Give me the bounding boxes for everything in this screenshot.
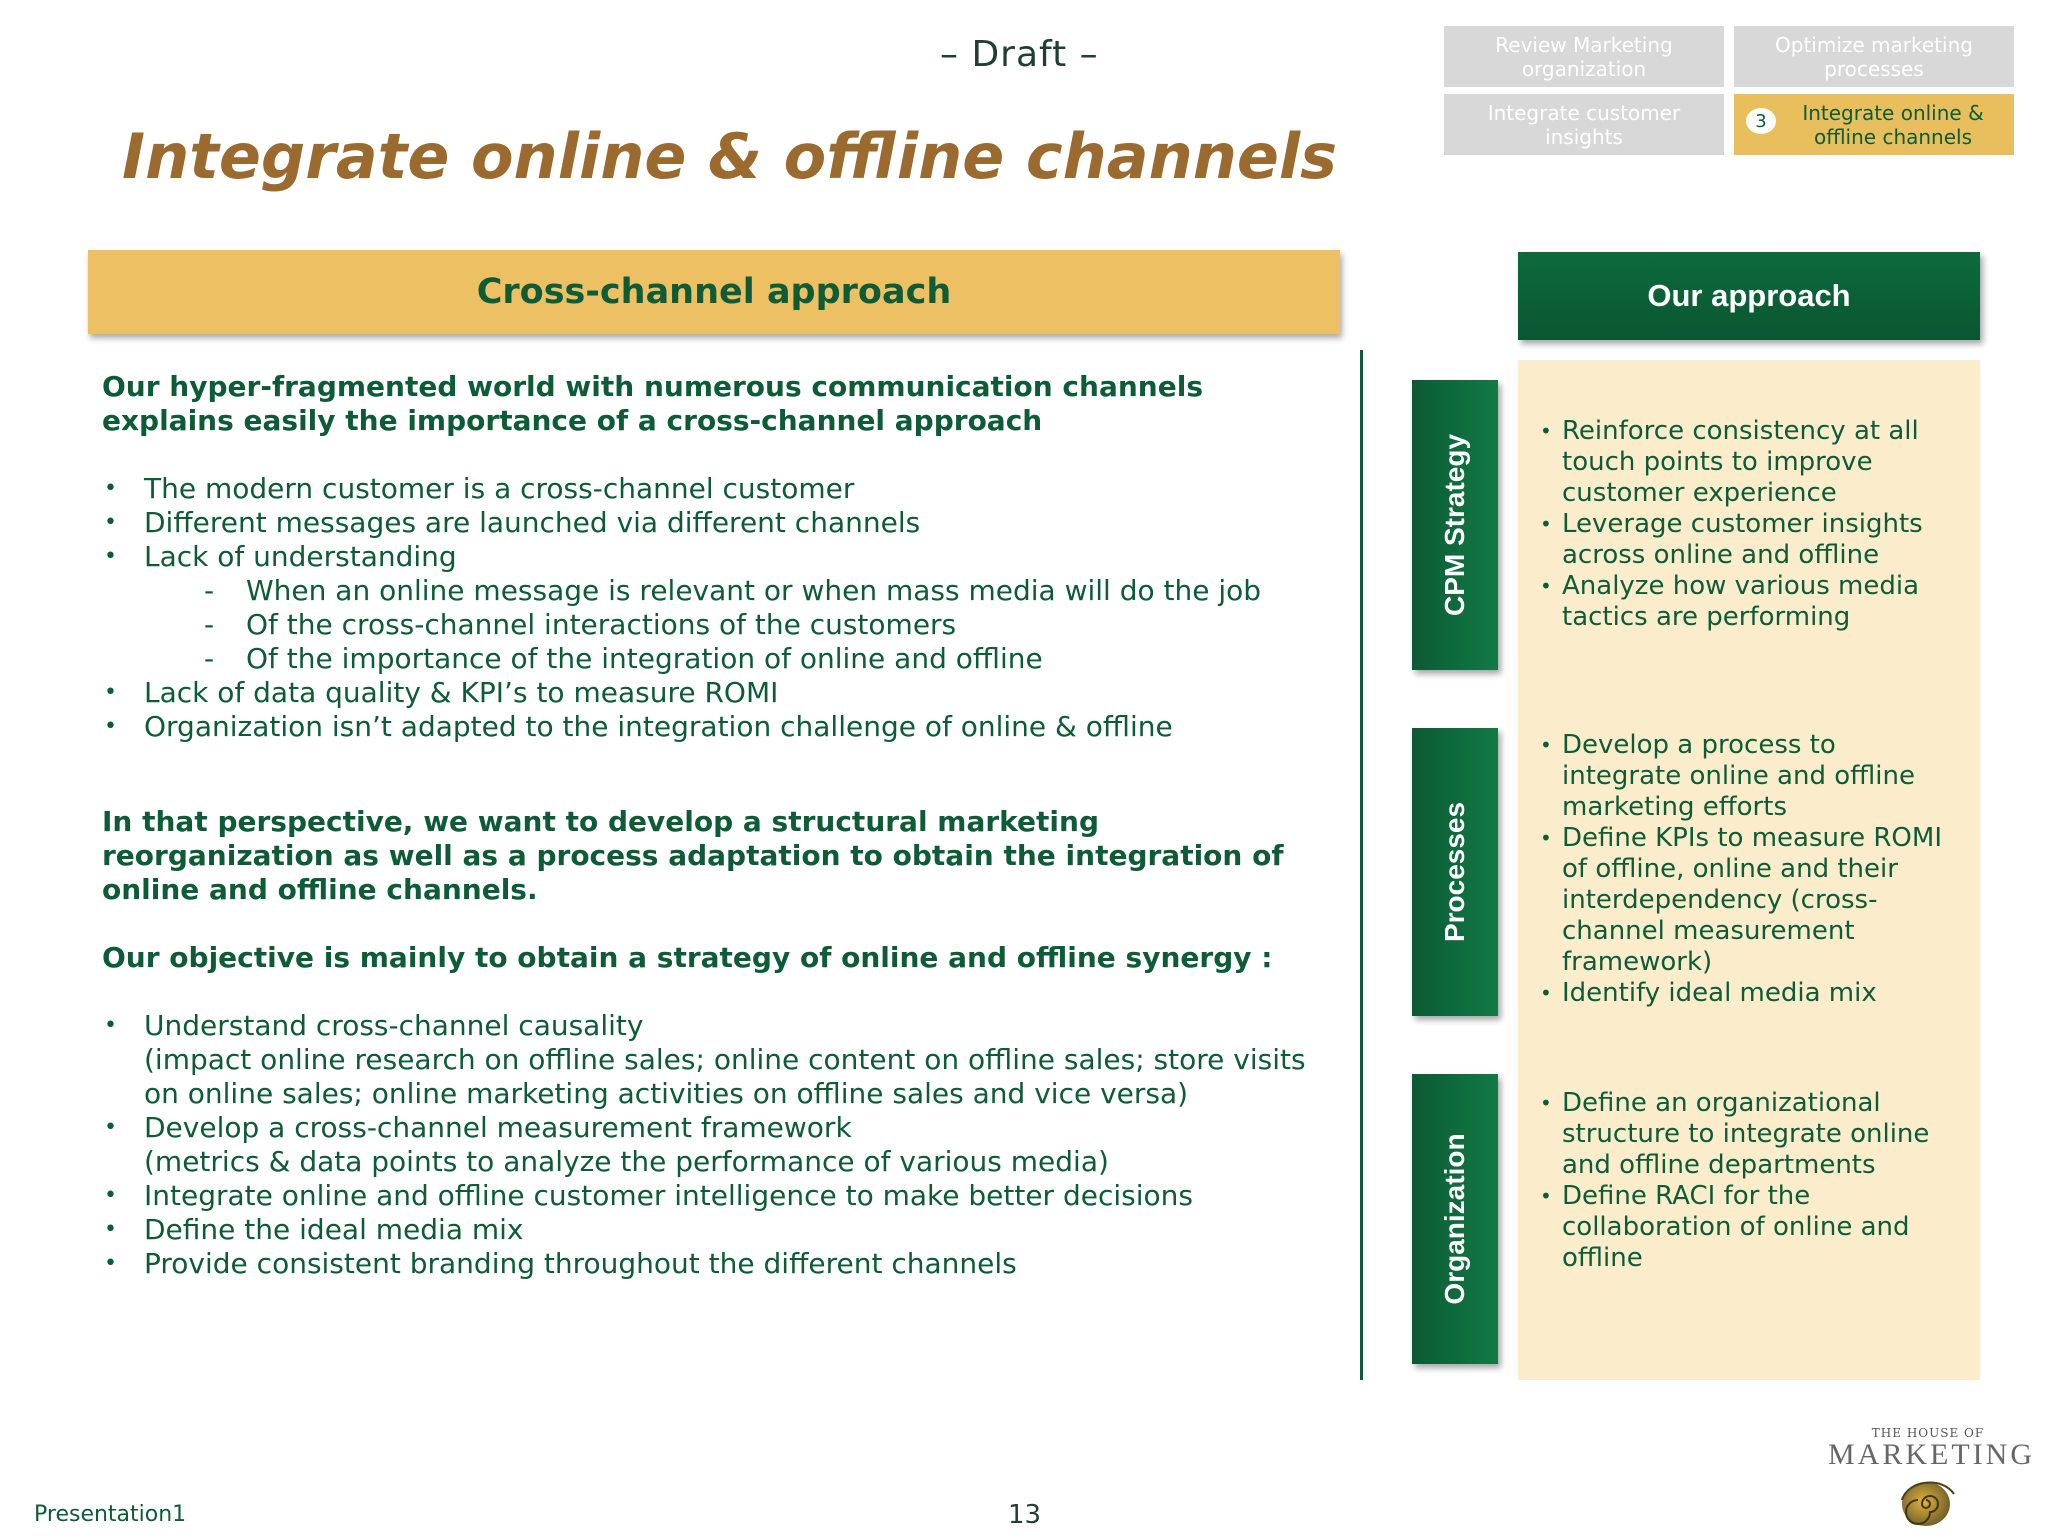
organization-approach-list [1536, 1088, 1956, 1274]
list-item: • Integrate online and offline customer intelligence to make better decisions [102, 1179, 1322, 1213]
logo-main-text: MARKETING [1828, 1438, 2035, 1471]
our-approach-label: Our approach [1647, 278, 1851, 313]
draft-label: – Draft – [940, 34, 1099, 75]
list-item: • The modern customer is a cross-channel customer [102, 472, 1322, 506]
processes-approach-list [1536, 730, 1956, 1009]
list-item: • Define KPIs to measure ROMI of offline, online and their interdependency (cross-channel measurement framework) [1536, 823, 1956, 978]
nav-label: Optimize marketing processes [1775, 32, 1973, 81]
list-item [102, 1111, 1322, 1179]
objective-main: Develop a cross-channel measurement framework [144, 1111, 852, 1144]
our-approach-header [1518, 252, 1980, 340]
tab-label: Organization [1439, 1133, 1470, 1305]
vertical-divider [1360, 350, 1363, 1380]
cross-channel-header-label: Cross-channel approach [476, 272, 952, 312]
list-item: • Different messages are launched via different channels [102, 506, 1322, 540]
list-item [102, 1009, 1322, 1111]
nav-integrate-online-offline[interactable] [1734, 94, 2014, 155]
page-number: 13 [1008, 1500, 1042, 1530]
objective-detail: (impact online research on offline sales; online content on offline sales; store visits on online sales; online marketing activities on offline sales and vice versa) [144, 1043, 1306, 1110]
tab-label: Processes [1439, 801, 1470, 943]
issues-list [102, 472, 1322, 574]
understanding-sub-list [102, 574, 1322, 676]
cross-channel-header [88, 250, 1340, 334]
intro-paragraph: Our hyper-fragmented world with numerous communication channels explains easily the importance of a cross-channel approach [102, 370, 1203, 437]
list-item: • Leverage customer insights across online and offline [1536, 509, 1956, 571]
step-number-badge: 3 [1746, 108, 1776, 134]
logo-top-text: THE HOUSE OF [1871, 1426, 1985, 1440]
perspective-paragraph: In that perspective, we want to develop a structural marketing reorganization as well as a process adaptation to obtain the integration of online and offline channels. [102, 805, 1284, 906]
tab-organization [1412, 1074, 1498, 1364]
list-item: • Define an organizational structure to integrate online and offline departments [1536, 1088, 1956, 1181]
list-item: • Define RACI for the collaboration of online and offline [1536, 1181, 1956, 1274]
list-item: • Provide consistent branding throughout the different channels [102, 1247, 1322, 1281]
nautilus-shell-icon [1898, 1474, 1958, 1530]
cross-channel-content [102, 370, 1322, 1281]
nav-optimize-marketing-processes[interactable] [1734, 26, 2014, 87]
objectives-list [102, 1009, 1322, 1281]
list-item: • Identify ideal media mix [1536, 978, 1956, 1009]
objective-paragraph: Our objective is mainly to obtain a strategy of online and offline synergy : [102, 941, 1273, 974]
nav-label: Integrate online & offline channels [1802, 100, 1984, 149]
house-of-marketing-logo [1828, 1426, 2035, 1532]
tab-cpm-strategy [1412, 380, 1498, 670]
file-name: Presentation1 [34, 1502, 187, 1527]
tab-label: CPM Strategy [1439, 433, 1470, 617]
nav-label: Integrate customer insights [1487, 100, 1681, 149]
sub-list-item: - When an online message is relevant or when mass media will do the job [102, 574, 1322, 608]
tab-processes [1412, 728, 1498, 1016]
list-item: • Define the ideal media mix [102, 1213, 1322, 1247]
strategy-approach-list [1536, 416, 1956, 633]
objective-main: Understand cross-channel causality [144, 1009, 644, 1042]
list-item: • Analyze how various media tactics are performing [1536, 571, 1956, 633]
nav-review-marketing-organization[interactable] [1444, 26, 1724, 87]
nav-label: Review Marketing organization [1495, 32, 1673, 81]
list-item: • Lack of data quality & KPI’s to measure ROMI [102, 676, 1322, 710]
sub-list-item: - Of the cross-channel interactions of the customers [102, 608, 1322, 642]
issues-list-continued [102, 676, 1322, 744]
list-item: • Lack of understanding [102, 540, 1322, 574]
page-title: Integrate online & offline channels [122, 120, 1338, 193]
objective-detail: (metrics & data points to analyze the performance of various media) [144, 1145, 1109, 1178]
sub-list-item: - Of the importance of the integration of online and offline [102, 642, 1322, 676]
list-item: • Reinforce consistency at all touch points to improve customer experience [1536, 416, 1956, 509]
list-item: • Develop a process to integrate online and offline marketing efforts [1536, 730, 1956, 823]
nav-integrate-customer-insights[interactable] [1444, 94, 1724, 155]
list-item: • Organization isn’t adapted to the integration challenge of online & offline [102, 710, 1322, 744]
